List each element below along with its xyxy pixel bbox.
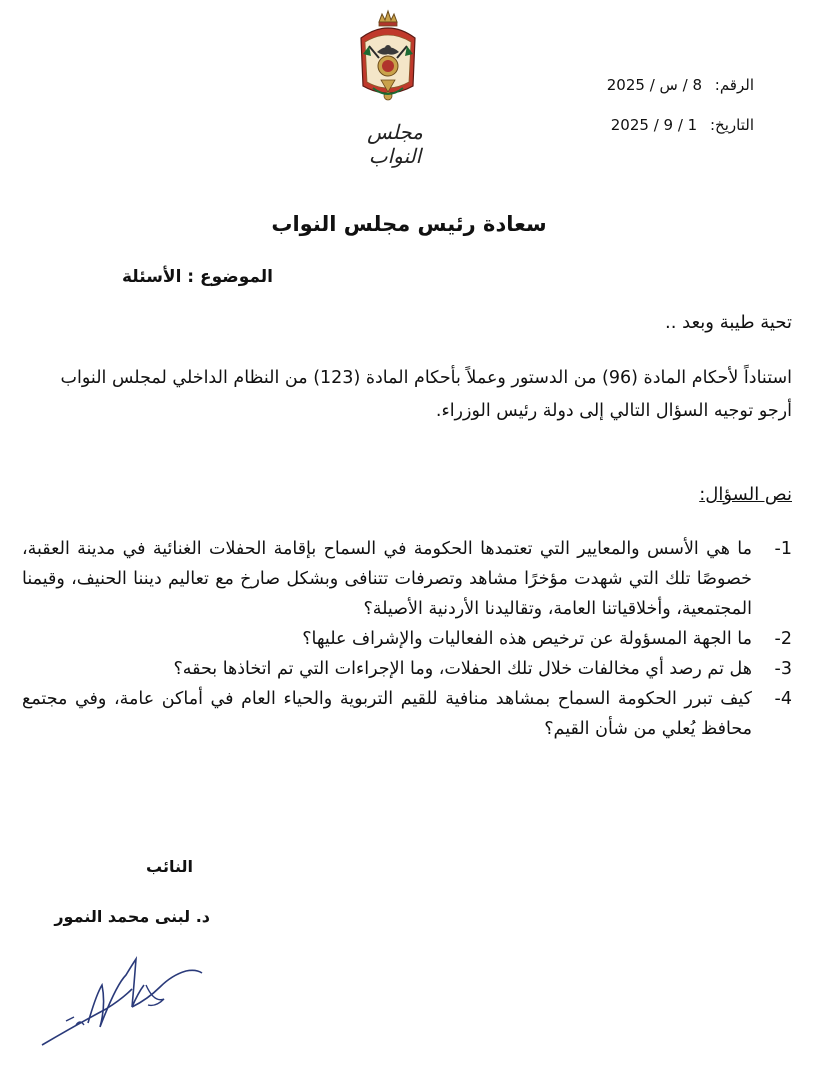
date-value: 1 / 9 / 2025 — [610, 116, 698, 134]
reference-value: 8 / س / 2025 — [606, 76, 702, 94]
letter-date — [611, 116, 754, 134]
question-number: 2- — [774, 629, 792, 649]
institution-name: مجلس النواب — [367, 120, 423, 168]
questions-heading: نص السؤال: — [699, 484, 792, 505]
reference-label: الرقم: — [714, 76, 754, 94]
greeting: تحية طيبة وبعد .. — [665, 312, 792, 333]
subject-line: الموضوع : الأسئلة — [122, 267, 273, 287]
intro-paragraph: استناداً لأحكام المادة (96) من الدستور وعملاً بأحكام المادة (123) من النظام الداخلي لمجلس النواب أرجو توجيه السؤال التالي إلى دولة رئيس الوزراء. — [60, 368, 792, 421]
addressee: سعادة رئيس مجلس النواب — [271, 212, 547, 236]
reference-number — [607, 76, 754, 94]
question-text: ما هي الأسس والمعايير التي تعتمدها الحكومة في السماح بإقامة الحفلات الغنائية في مدينة العقبة، خصوصًا تلك التي شهدت مؤخرًا مشاهد وتصرفات تتنافى وبشكل صارخ مع تعاليم ديننا الحنيف، وقيمنا المجتمعية، وأخلاقياتنا العامة، وتقاليدنا الأردنية الأصيلة؟ — [22, 539, 752, 619]
question-number: 3- — [774, 659, 792, 679]
question-item — [22, 534, 792, 624]
signatory-title: النائب — [146, 857, 193, 876]
question-text: كيف تبرر الحكومة السماح بمشاهد منافية للقيم التربوية والحياء العام في أماكن عامة، وفي مجتمع محافظ يُعلي من شأن القيم؟ — [22, 689, 752, 739]
question-item — [22, 654, 792, 684]
question-text: ما الجهة المسؤولة عن ترخيص هذه الفعاليات والإشراف عليها؟ — [302, 629, 752, 649]
question-number: 4- — [774, 689, 792, 709]
date-label: التاريخ: — [710, 116, 754, 134]
questions-list — [22, 534, 792, 744]
question-item — [22, 624, 792, 654]
signatory-name: د. لبنى محمد النمور — [54, 907, 210, 926]
question-text: هل تم رصد أي مخالفات خلال تلك الحفلات، وما الإجراءات التي تم اتخاذها بحقه؟ — [173, 659, 752, 679]
jordan-coat-of-arms-icon — [355, 8, 421, 108]
question-number: 1- — [774, 539, 792, 559]
question-item — [22, 684, 792, 744]
handwritten-signature-icon — [36, 945, 206, 1055]
